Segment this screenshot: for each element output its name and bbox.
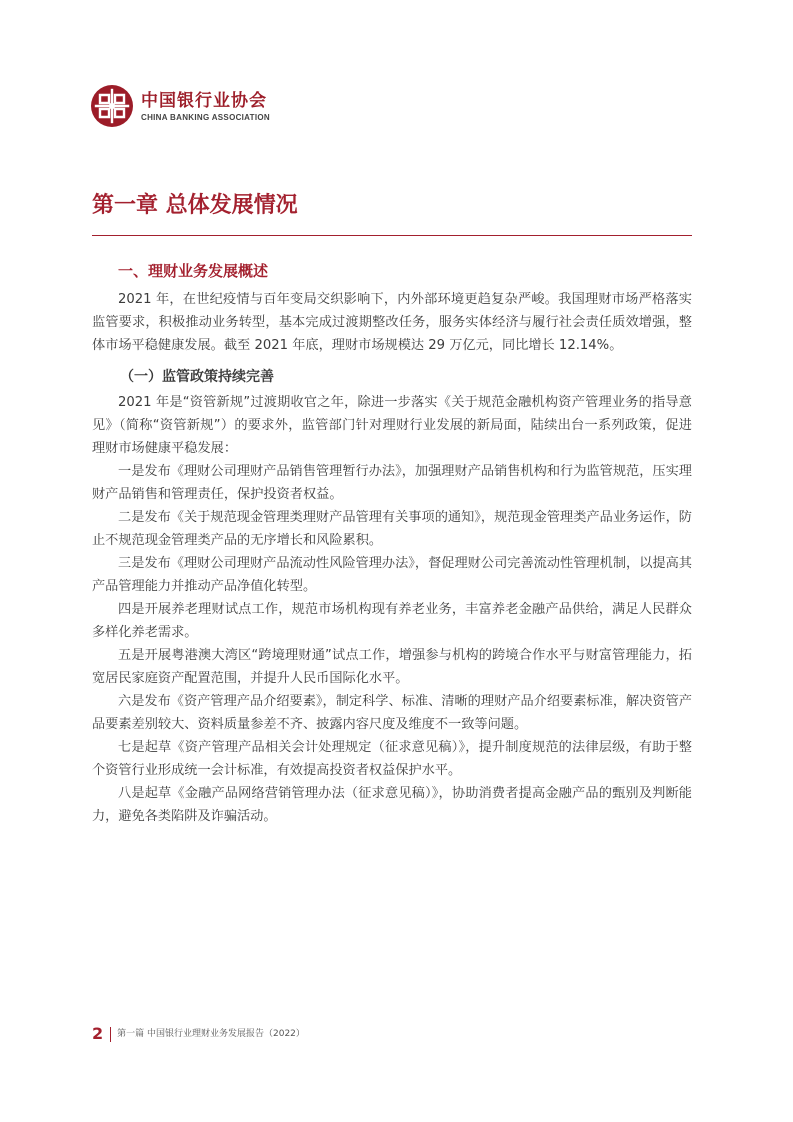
body-paragraph: 一是发布《理财公司理财产品销售管理暂行办法》，加强理财产品销售机构和行为监管规范，压实理财产品销售和管理责任，保护投资者权益。 (92, 464, 692, 502)
footer-divider (110, 1027, 111, 1042)
section-title: 一、理财业务发展概述 (118, 262, 269, 280)
chapter-divider (92, 235, 692, 236)
page-number: 2 (92, 1024, 104, 1043)
body-paragraph: 二是发布《关于规范现金管理类理财产品管理有关事项的通知》，规范现金管理类产品业务运作，防止不规范现金管理类产品的无序增长和风险累积。 (92, 510, 692, 548)
page-footer (92, 1024, 305, 1044)
logo-english-name: CHINA BANKING ASSOCIATION (141, 112, 270, 122)
body-paragraph: 三是发布《理财公司理财产品流动性风险管理办法》，督促理财公司完善流动性管理机制，以提高其产品管理能力并推动产品净值化转型。 (92, 556, 692, 594)
logo-chinese-name: 中国银行业协会 (141, 90, 267, 111)
subsection-title: （一）监管政策持续完善 (120, 369, 274, 385)
body-paragraph: 八是起草《金融产品网络营销管理办法（征求意见稿）》，协助消费者提高金融产品的甄别及判断能力，避免各类陷阱及诈骗活动。 (92, 786, 692, 824)
china-banking-association-emblem-icon (90, 84, 134, 128)
body-paragraph: 五是开展粤港澳大湾区“跨境理财通”试点工作，增强参与机构的跨境合作水平与财富管理能力，拓宽居民家庭资产配置范围，并提升人民币国际化水平。 (92, 648, 692, 686)
section-intro-paragraph: 2021 年，在世纪疫情与百年变局交织影响下，内外部环境更趋复杂严峻。我国理财市场严格落实监管要求，积极推动业务转型，基本完成过渡期整改任务，服务实体经济与履行社会责任质效增强，整体市场平稳健康发展。截至 2021 年底，理财市场规模达 29 万亿元，同比增长 12.14%。 (92, 292, 692, 353)
logo-text (141, 90, 270, 123)
body-paragraph: 七是起草《资产管理产品相关会计处理规定（征求意见稿）》，提升制度规范的法律层级，有助于整个资管行业形成统一会计标准，有效提高投资者权益保护水平。 (92, 740, 692, 778)
footer-running-title: 第一篇 中国银行业理财业务发展报告（2022） (117, 1029, 305, 1039)
chapter-title: 第一章 总体发展情况 (92, 193, 298, 218)
header-logo (90, 84, 270, 128)
body-paragraph: 2021 年是“资管新规”过渡期收官之年，除进一步落实《关于规范金融机构资产管理业务的指导意见》（简称“资管新规”）的要求外，监管部门针对理财行业发展的新局面，陆续出台一系列政策，促进理财市场健康平稳发展： (92, 395, 692, 456)
body-paragraph: 六是发布《资产管理产品介绍要素》，制定科学、标准、清晰的理财产品介绍要素标准，解决资管产品要素差别较大、资料质量参差不齐、披露内容尺度及维度不一致等问题。 (92, 694, 692, 732)
main-content (92, 258, 692, 828)
body-paragraph: 四是开展养老理财试点工作，规范市场机构现有养老业务，丰富养老金融产品供给，满足人民群众多样化养老需求。 (92, 602, 692, 640)
